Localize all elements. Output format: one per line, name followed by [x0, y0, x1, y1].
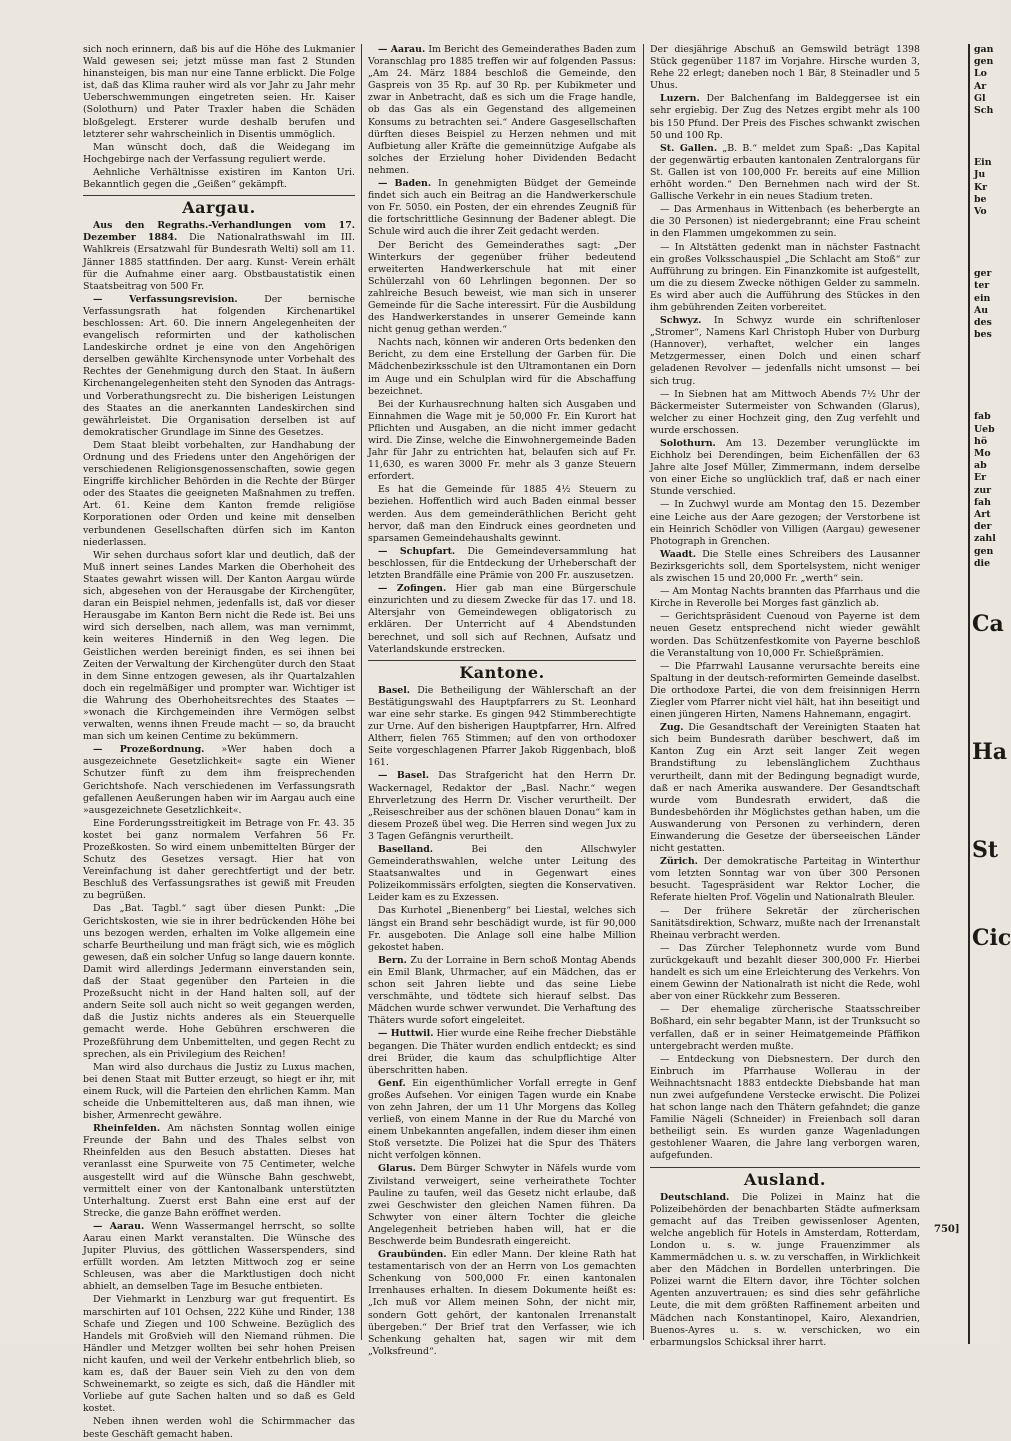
text-paragraph: »Wer haben doch a ausgezeichnete Gesetzlichkeit« sagte ein Wiener Schutzer fünft zu dem ihm freisprechenden Gerichtshofe. Nach verschiedenen im Verfassungsrath gefallenen Aeußerungen haben wir im Aargau auch eine »ausgezeichnete Gesetzlichkeit«.	[83, 744, 355, 816]
edge-word: des	[974, 317, 992, 329]
edge-word: Au	[974, 304, 989, 316]
edge-display-word: Ha	[972, 739, 1008, 766]
text-paragraph: — Der ehemalige zürcherische Staatsschreiber Boßhard, ein sehr begabter Mann, ist der Trunksucht so verfallen, daß er in seiner Heimatgemeinde Pfäffikon untergebracht werden mußte.	[650, 1004, 920, 1052]
edge-word: gan	[974, 44, 994, 55]
text-paragraph: — Der frühere Sekretär der zürcherischen Sanitätsdirektion, Schwarz, mußte nach der Irrenanstalt Rheinau verbracht werden.	[650, 905, 921, 941]
text-paragraph: Die Gemeindeversammlung hat beschlossen, für die Entdeckung der Urheberschaft der letzten Brandfälle eine Prämie von 200 Fr. auszusetzen.	[368, 545, 636, 582]
text-paragraph: Zu der Lorraine in Bern schoß Montag Abends ein Emil Blank, Uhrmacher, auf ein Mädchen, das er schon seit Jahren liebte und das seine Liebe verschmähte, und tödtete sich hierauf selbst. Das Mädchen wurde schwer verwundet. Die Verhaftung des Thäters wurde sofort eingeleitet.	[368, 954, 636, 1027]
text-paragraph: Hier gab man eine Bürgerschule einzurichten und zu diesem Zwecke für das 17. und 18. Altersjahr von Gemeindewegen obligatorisch zu erklären. Der Unterricht auf 4 Abendstunden berechnet, und soll sich auf Rechnen, Aufsatz und Vaterlandskunde erstrecken.	[368, 583, 637, 655]
paragraph-lead: Genf.	[378, 1077, 406, 1089]
text-paragraph: sich noch erinnern, daß bis auf die Höhe des Lukmanier Wald gewesen sei; jetzt müsse man fast 2 Stunden hinansteigen, bis man nur eine Tanne erblickt. Die Folge ist, daß das Klima rauher wird als vor Jahr zu Jahr mehr Ueberschwemmungen eingetreten seien. Hr. Kaiser (Solothurn) und Pater Traxler haben die Schäden bloßgelegt. Ersterer wurde deshalb berufen und letzterer sehr wahrscheinlich in Disentis ummöglich.	[83, 44, 355, 140]
section-divider	[368, 660, 636, 661]
paragraph-lead: — Verfassungsrevision.	[93, 293, 238, 305]
edge-word: Ein	[974, 157, 992, 169]
text-paragraph: Der demokratische Parteitag in Winterthur vom letzten Sonntag war von über 300 Personen besucht. Tagespräsident war Rektor Locher, die Referate hielten Prof. Vögelin und Nationalrath Bleuler.	[650, 856, 920, 904]
text-paragraph: Das „Bat. Tagbl.“ sagt über diesen Punkt: „Die Gerichtskosten, wie sie in ihrer bedrückenden Höhe bei uns bezogen werden, erhalten im Volke allgemein eine scharfe Beurtheilung und man frägt sich, wie es möglich gewesen, daß ein solcher Unfug so lange dauern konnte. Damit wird allerdings Jedermann einverstanden sein, daß der Staat gegenüber den Parteien in die Prozeßsucht nicht in der Hand halten soll, auf der andern Seite soll auch nicht so weit gegangen werden, daß die Justiz nichts anderes als ein Steuerquelle gemacht werde. Hohe Gebühren erschweren die Prozeßführung dem Unbemittelten, und gegen Recht zu sprechen, als ein Privilegium des Reichen!	[83, 903, 355, 1060]
text-paragraph: Es hat die Gemeinde für 1885 4½ Steuern zu beziehen. Hoffentlich wird auch Baden einmal besser werden. Aus dem gemeinderäthlichen Bericht geht hervor, daß man den Eindruck eines geordneten und sparsamen Gemeindehaushalts gewinnt.	[368, 484, 636, 544]
text-paragraph: In genehmigten Büdget der Gemeinde findet sich auch ein Beitrag an die Handwerkerschule von Fr. 5050. ein Posten, der ein ehrendes Zeugniß für die fortschrittliche Gesinnung der Badener ablegt. Die Schule wird auch die ihrer Zeit gedacht werden.	[368, 178, 636, 238]
next-page-edge	[968, 44, 1011, 1344]
edge-word: gen	[974, 56, 994, 68]
edge-display-word: St	[972, 837, 999, 864]
edge-word: Ueb	[974, 423, 995, 435]
paragraph-lead: — Aarau.	[93, 1220, 145, 1232]
paragraph-lead: Basel.	[378, 684, 411, 696]
text-paragraph: Man wird also durchaus die Justiz zu Luxus machen, bei denen Staat mit Butter erzeugt, so hiegt er ihr, mit einem Ruck, will die Parteien den ehrlichen Kamm. Man scheide die Unbemittelteren aus, daß man ihnen, wie bisher, Armenrecht gewähre.	[83, 1061, 355, 1122]
text-paragraph: Dem Bürger Schwyter in Näfels wurde vom Zivilstand verweigert, seine verheirathete Tochter Pauline zu taufen, weil das Gesetz nicht erlaube, daß zwei Geschwister den gleichen Namen führen. Da Schwyter von einer ältern Tochter die gleiche Angelegenheit betrieben haben will, hat er die Beschwerde beim Bundesrath eingereicht.	[368, 1163, 636, 1247]
text-paragraph: — Am Montag Nachts brannten das Pfarrhaus und die Kirche in Reverolle bei Morges fast gänzlich ab.	[650, 586, 920, 610]
section-heading-aargau: Aargau.	[182, 198, 256, 218]
paragraph-lead: Zug.	[660, 722, 684, 734]
column-3	[650, 44, 921, 1348]
text-paragraph: Hier wurde eine Reihe frecher Diebstähle begangen. Die Thäter wurden endlich entdeckt; es sind drei Brüder, die kaum das schulpflichtige Alter überschritten haben.	[368, 1028, 637, 1076]
text-paragraph: Ein eigenthümlicher Vorfall erregte in Genf großes Aufsehen. Vor einigen Tagen wurde ein Knabe von zehn Jahren, der um 11 Uhr Morgens das Kolleg verließ, von einem Manne in der Rue du Marché von einem Unbekannten angefallen, indem dieser ihm einen Stoß versetzte. Die Polizei hat die Spur des Thäters nicht verfolgen können.	[368, 1077, 636, 1162]
paragraph-lead: — Basel.	[378, 770, 429, 782]
edge-word: be	[974, 193, 987, 205]
text-paragraph: Wir sehen durchaus sofort klar und deutlich, daß der Muß innert seines Landes Marken die Oberhoheit des Staates gewahrt wissen will. Der Kanton Aargau würde sich, abgesehen von der Herausgabe der Kirchengüter, daran ein Beispiel nehmen, jedenfalls ist, daß vor dieser Herausgabe im Kanton Bern nicht die Rede ist. Bei uns wird sich derselben, nach allem, was man vernimmt, kein weiteres Hinderniß in den Weg legen. Die Geistlichen werden bereinigt finden, es sei ihnen bei Zeiten der Verwaltung der Kirchengüter durch den Staat in dem Sinne entzogen gewesen, als ihr Quartalzahlen doch ein regelmäßiger und prompter war. Wichtiger ist die Wahrung des Oberhoheitsrechtes des Staates — »wonach die Kirchgemeinden ihre Vermögen selbst verwalten, wenns ihnen Freude macht — so, da braucht man sich um keinen Centime zu bekümmern.	[83, 549, 355, 743]
section-heading-ausland: Ausland.	[744, 1169, 826, 1189]
paragraph-lead: St. Gallen.	[660, 142, 718, 154]
text-paragraph: Neben ihnen werden wohl die Schirmmacher das beste Geschäft gemacht haben.	[83, 1416, 355, 1440]
column-1	[83, 44, 356, 1440]
text-paragraph: — In Zuchwyl wurde am Montag den 15. Dezember eine Leiche aus der Aare gezogen; der Verstorbene ist ein Heinrich Schödler von Villigen (Aargau) gewesener Photograph in Grenchen.	[650, 499, 920, 547]
column-rule-1	[361, 44, 362, 1340]
text-paragraph: Der Bericht des Gemeinderathes sagt: „Der Winterkurs der gegenüber früher bedeutend erweiterten Handwerkerschule hat mit einer Schülerzahl von 60 Lehrlingen begonnen. Der so zahlreiche Besuch beweist, wie man sich in unserer Gemeinde für die Sache interessirt. Für die Ausbildung des Handwerkerstandes in unserer Gemeinde kann nicht genug gethan werden.“	[368, 239, 636, 336]
paragraph-lead: Aus den Regraths.-Verhandlungen vom 17. Dezember 1884.	[83, 220, 355, 244]
edge-word: fab	[974, 411, 991, 423]
edge-word: die	[974, 557, 991, 569]
paragraph-lead: Deutschland.	[660, 1191, 730, 1203]
text-paragraph: Der Balchenfang im Baldeggersee ist ein sehr ergiebig. Der Zug des Netzes ergibt mehr als 100 bis 150 Pfund. Der Preis des Fisches schwankt zwischen 50 und 100 Rp.	[650, 93, 920, 141]
edge-word: Art	[974, 509, 991, 521]
paragraph-lead: Graubünden.	[378, 1249, 447, 1261]
paragraph-lead: Solothurn.	[660, 438, 716, 449]
text-paragraph: Die Polizei in Mainz hat die Polizeibehörden der benachbarten Städte aufmerksam gemacht auf das Treiben gewissenloser Agenten, welche angeblich für Hotels in Amsterdam, Rotterdam, London u. s. w. junge Frauenzimmer als Kammermädchen u. s. w. zu verschaffen, in Wirklichkeit aber den Mädchen in Bordellen unterbringen. Die Polizei warnt die Eltern davor, ihre Töchter solchen Agenten anzuvertrauen; es sind dies sehr gefährliche Leute, die mit dem größten Raffinement arbeiten und Mädchen nach Konstantinopel, Kairo, Alexandrien, Buenos-Ayres u. s. w. verschicken, wo ein erbarmungslos Schicksal ihrer harrt.	[650, 1191, 920, 1348]
paragraph-lead: Schwyz.	[660, 315, 702, 327]
text-paragraph: — Das Zürcher Telephonnetz wurde vom Bund zurückgekauft und bezahlt dieser 300,000 Fr. Hierbei handelt es sich um eine Erleichterung des Verkehrs. Von einem Gewinn der Nationalrath ist nicht die Rede, wohl aber von einer Rückkehr zum Besseren.	[650, 942, 920, 1003]
text-paragraph: — Entdeckung von Diebsnestern. Der durch den Einbruch im Pfarrhause Wollerau in der Weihnachtsnacht 1883 entdeckte Diebsbande hat man nun zwei aufgefundene Verstecke erwischt. Die Polizei hat schon lange nach den Thätern gefahndet; die ganze Familie Nägeli (Schneider) in Freienbach soll daran betheiligt sein. Es wurden ganze Wagenladungen gestohlener Waaren, die Jahre lang verborgen waren, aufgefunden.	[650, 1053, 920, 1162]
text-paragraph: Am 13. Dezember verunglückte im Eichholz bei Derendingen, beim Eichenfällen der 63 Jahre alte Josef Müller, Zimmermann, indem derselbe von einer Eiche so unglücklich traf, daß er nach einer Stunde verschied.	[650, 438, 920, 498]
paragraph-lead: Luzern.	[660, 93, 700, 105]
edge-word: Ju	[974, 169, 986, 181]
text-paragraph: — Das Armenhaus in Wittenbach (es beherbergte an die 30 Personen) ist niedergebrannt; eine Frau scheint in den Flammen umgekommen zu sein.	[650, 204, 920, 240]
paragraph-lead: Zürich.	[660, 856, 698, 868]
text-paragraph: Die Gesandtschaft der Vereinigten Staaten hat sich beim Bundesrath darüber beschwert, daß im Kanton Zug ein Arzt seit langer Zeit wegen Brandstiftung zu lebenslänglichem Zuchthaus verurtheilt, dann mit der Bedingung begnadigt wurde, daß er nach Amerika auswandere. Der Gesandtschaft wurde vom Bundesrath erwidert, daß die Bundesbehörden ihr Möglichstes gethan haben, um die Auswanderung von Personen zu verhindern, deren Einwanderung die Gesetze der überseeischen Länder nicht gestatten.	[650, 722, 921, 855]
text-paragraph: Am nächsten Sonntag wollen einige Freunde der Bahn und des Thales selbst von Rheinfelden aus den Besuch abstatten. Dieses hat veranlasst eine Spurweite von 75 Centimeter, welche ausgestellt wird auf die Wünsche Bahn geschwebt, vermittelt einer von der Kantonalbank unterstützten Unterhaltung. Zuerst erst Bahn eine erst auf der Strecke, die ganze Bahn eröffnet werden.	[83, 1123, 356, 1219]
edge-word: zahl	[974, 533, 996, 545]
edge-number: 750]	[934, 1224, 960, 1235]
text-paragraph: Man wünscht doch, daß die Weidegang im Hochgebirge nach der Verfassung reguliert werde.	[83, 141, 355, 165]
paragraph-lead: — Huttwil.	[378, 1028, 434, 1040]
paragraph-lead: Rheinfelden.	[93, 1123, 161, 1135]
text-paragraph: Im Bericht des Gemeinderathes Baden zum Voranschlag pro 1885 treffen wir auf folgenden Passus: „Am 24. März 1884 beschloß die Gemeinde, den Gaspreis von 35 Rp. auf 30 Rp. per Kubikmeter und zwar in Anbetracht, daß es sich um die Frage handle, ob das Gas als ein Gegenstand des allgemeinen Konsums zu betrachten sei.“ Andere Gasgesellschaften dürften dieses Beispiel zu Herzen nehmen und mit Aufbietung aller Kräfte die gemeinnützige Aufgabe als solches der Erzielung hoher Dividenden Bedacht nehmen.	[368, 44, 636, 176]
paragraph-lead: — Baden.	[378, 178, 432, 190]
text-paragraph: Aehnliche Verhältnisse existiren im Kanton Uri. Bekanntlich gegen die „Geißen“ gekämpft.	[83, 166, 355, 191]
text-paragraph: — In Altstätten gedenkt man in nächster Fastnacht ein großes Volksschauspiel „Die Schlacht am Stoß“ zur Aufführung zu bringen. Ein Finanzkomite ist aufgestellt, um die zu diesem Zwecke nöthigen Gelder zu sammeln. Es wird aber auch die Aufführung des Stückes in den ihm gebührenden Zeiten vorbereitet.	[650, 241, 920, 313]
edge-display-word: Cic	[972, 925, 1011, 952]
text-paragraph: Der bernische Verfassungsrath hat folgenden Kirchenartikel beschlossen: Art. 60. Die innern Angelegenheiten der evangelisch reformirten und der katholischen Landeskirche ordnet je eine von den Angehörigen derselben gewählte Kirchensynode unter Vorbehalt des Rechtes der Genehmigung durch den Staat. In äußern Kirchenangelegenheiten steht den Synoden das Antrags- und Vorberathungsrecht zu. Die bisherigen Leistungen des Staates an die anerkannten Landeskirchen sind gewährleistet. Die Organisation derselben ist auf demokratischer Grundlage im Sinne des Gesetzes.	[83, 293, 355, 438]
edge-word: ter	[974, 280, 990, 292]
text-paragraph: Wenn Wassermangel herrscht, so sollte Aarau einen Markt veranstalten. Die Wünsche des Jupiter Pluvius, des göttlichen Wasserspenders, sind erfüllt worden. Am letzten Mittwoch zog er seine Schleusen, was aber die Marktlustigen doch nicht abhielt, an demselben Tage im Besuche entbieten.	[83, 1220, 355, 1293]
text-paragraph: In Schwyz wurde ein schriftenloser „Stromer“, Namens Karl Christoph Huber von Durburg (Hannover), verhaftet, welcher ein langes Metzgermesser, einen Dolch und einen scharf geladenen Revolver — jedenfalls nicht umsonst — bei sich trug.	[650, 315, 920, 387]
edge-display-word: Ca	[972, 611, 1004, 638]
text-paragraph: Die Betheiligung der Wählerschaft an der Bestätigungswahl des Hauptpfarrers zu St. Leonhard war eine sehr starke. Es gingen 942 Stimmberechtigte zur Urne. Auf den bisherigen Hauptpfarrer, Hrn. Alfred Altherr, fielen 765 Stimmen; auf den von orthodoxer Seite vorgeschlagenen Pfarrer Jakob Riggenbach, bloß 161.	[368, 684, 636, 769]
edge-word: zur	[974, 484, 992, 496]
paragraph-lead: Glarus.	[378, 1163, 416, 1175]
text-paragraph: Der diesjährige Abschuß an Gemswild beträgt 1398 Stück gegenüber 1187 im Vorjahre. Hirsche wurden 3, Rehe 22 erlegt; daneben noch 1 Bär, 8 Steinadler und 5 Uhus.	[650, 44, 920, 92]
edge-word: Er	[974, 472, 987, 484]
text-paragraph: Bei der Kurhausrechnung halten sich Ausgaben und Einnahmen die Wage mit je 50,000 Fr. Ein Kurort hat Pflichten und Ausgaben, an die nicht immer gedacht wird. Die Zinse, welche die Einwohnergemeinde Baden Jahr für Jahr zu entrichten hat, belaufen sich auf Fr. 11,630, es waren 3000 Fr. mehr als 3 ganze Steuern erfordert.	[368, 398, 636, 483]
text-paragraph: — In Siebnen hat am Mittwoch Abends 7½ Uhr der Bäckermeister Sutermeister von Schwanden (Glarus), welcher zu einer Hochzeit ging, den Zug verfehlt und wurde erschossen.	[650, 388, 920, 436]
edge-word: ger	[974, 268, 992, 280]
edge-word: Sch	[974, 105, 994, 117]
edge-word: der	[974, 521, 992, 533]
paragraph-lead: Bern.	[378, 954, 407, 966]
text-paragraph: Das Strafgericht hat den Herrn Dr. Wackernagel, Redaktor der „Basl. Nachr.“ wegen Ehrverletzung des Herrn Dr. Vischer verurtheilt. Der „Reiseschreiber aus der schönen blauen Donau“ kam in diesem Prozeß übel weg. Die Herren sind wegen Jux zu 3 Tagen Gefängnis verurtheilt.	[368, 770, 636, 842]
edge-word: Mo	[974, 448, 991, 460]
edge-word: hö	[974, 435, 988, 447]
edge-word: Lo	[974, 68, 987, 80]
text-paragraph: — Die Pfarrwahl Lausanne verursachte bereits eine Spaltung in der deutsch-reformirten Gemeinde daselbst. Die orthodoxe Partei, die von dem freisinnigen Herrn Ziegler vom Pfarrer nicht viel hält, hat ihn beseitigt und einen jüngeren Hirten, Namens Hahnemann, engagirt.	[650, 660, 920, 721]
edge-word: ein	[974, 292, 991, 304]
edge-word: Ar	[974, 80, 987, 92]
edge-word: fah	[974, 496, 991, 508]
text-paragraph: Dem Staat bleibt vorbehalten, zur Handhabung der Ordnung und des Friedens unter den Angehörigen der verschiedenen Religionsgenossenschaften, sowie gegen Eingriffe kirchlicher Behörden in die Rechte der Bürger oder des Staates die geeigneten Maßnahmen zu treffen. Art. 61. Keine dem Kanton fremde religiöse Korporationen oder Orden und keine mit denselben verbundenen Gesellschaften dürfen sich im Kanton niederlassen.	[83, 439, 355, 548]
text-paragraph: Die Nationalrathswahl im III. Wahlkreis (Ersatzwahl für Bundesrath Welti) soll am 11. Jänner 1885 stattfinden. Der aarg. Kunst- Verein erhält für die Aufnahme einer aarg. Obstbaustatistik einen Staatsbeitrag von 500 Fr.	[83, 232, 355, 292]
text-paragraph: Bei den Allschwyler Gemeinderathswahlen, welche unter Leitung des Staatsanwaltes und in Gegenwart eines Polizeikommissärs erfolgten, siegten die Konservativen. Leider kam es zu Exzessen.	[368, 844, 637, 904]
edge-word: Gl	[974, 92, 986, 104]
edge-word: ab	[974, 460, 987, 472]
edge-word: Vo	[974, 206, 987, 218]
edge-word: bes	[974, 329, 992, 341]
text-paragraph: Der Viehmarkt in Lenzburg war gut frequentirt. Es marschirten auf 101 Ochsen, 222 Kühe und Rinder, 138 Schafe und Ziegen und 100 Schweine. Bezüglich des Handels mit Großvieh will den Niemand rühmen. Die Händler und Metzger wollten bei sehr hohen Preisen nicht kaufen, und weil der Verkehr entbehrlich blieb, so kam es, daß der Bauer sein Vieh zu den von dem Schweinemarkt, so zeigte es sich, daß die Händler mit Vorliebe auf gute Sachen halten und so daß es Geld kostet.	[83, 1294, 355, 1415]
section-heading-kantone: Kantone.	[459, 662, 545, 682]
paragraph-lead: Waadt.	[660, 548, 697, 560]
column-rule-2	[643, 44, 644, 1340]
section-divider	[650, 1167, 920, 1168]
text-paragraph: Nachts nach, können wir anderen Orts bedenken den Bericht, zu dem eine Erstellung der Garben für. Die Mädchenbezirksschule ist den Ultramontanen ein Dorn im Auge und ein Schulplan wird für die Abschaffung bezeichnet.	[368, 337, 636, 397]
text-paragraph: Eine Forderungsstreitigkeit im Betrage von Fr. 43. 35 kostet bei ganz normalem Verfahren 56 Fr. Prozeßkosten. So wird einem unbemittelten Bürger der Schutz des Gesetzes versagt. Hier hat von Vereinfachung ist daher gerechtfertigt und der betr. Beschluß des Verfassungsrathes ist gewiß mit Freuden zu begrüßen.	[83, 817, 355, 902]
text-paragraph: Die Stelle eines Schreibers des Lausanner Bezirksgerichts soll, dem Sportelsystem, nicht weniger als zwischen 15 und 20,000 Fr. „werth“ sein.	[650, 548, 920, 585]
paragraph-lead: — Zofingen.	[378, 583, 447, 595]
paragraph-lead: Baselland.	[378, 844, 434, 855]
text-paragraph: Das Kurhotel „Bienenberg“ bei Liestal, welches sich längst ein Brand sehr beschädigt wurde, ist für 90,000 Fr. ausgeboten. Die Anlage soll eine halbe Million gekostet haben.	[368, 905, 636, 953]
paragraph-lead: — Aarau.	[378, 44, 426, 55]
section-divider	[83, 195, 355, 196]
paragraph-lead: — Prozeßordnung.	[93, 744, 205, 756]
column-2	[368, 44, 637, 1357]
text-paragraph: „B. B.“ meldet zum Spaß: „Das Kapital der gegenwärtig erbauten kantonalen Zentralorgans für St. Gallen ist von 100,000 Fr. bereits auf eine Million erhöht worden.“ Den Bernehmen nach wird der St. Gallische Verkehr in ein neues Stadium treten.	[650, 142, 920, 203]
text-paragraph: Ein edler Mann. Der kleine Rath hat testamentarisch von der an Herrn von Los gemachten Schenkung von 500,000 Fr. einen kantonalen Irrenhauses erhalten. In diesem Dokumente heißt es: „Ich muß vor Allem meinen Sohn, der nicht mir, sondern Gott gehört, der kantonalen Irrenanstalt übergeben.“ Der Brief trat den Verfasser, wie ich Schenkung gehalten hat, sagen wir mit dem „Volksfreund“.	[368, 1249, 636, 1357]
edge-word: gen	[974, 545, 994, 557]
paragraph-lead: — Schupfart.	[378, 545, 456, 557]
text-paragraph: — Gerichtspräsident Cuenoud von Payerne ist dem neuen Gesetz entsprechend nicht wieder gewählt worden. Das Schützenfestkomite von Payerne beschloß die Veranstaltung von 10,000 Fr. Schießprämien.	[650, 611, 920, 659]
edge-word: Kr	[974, 181, 988, 193]
